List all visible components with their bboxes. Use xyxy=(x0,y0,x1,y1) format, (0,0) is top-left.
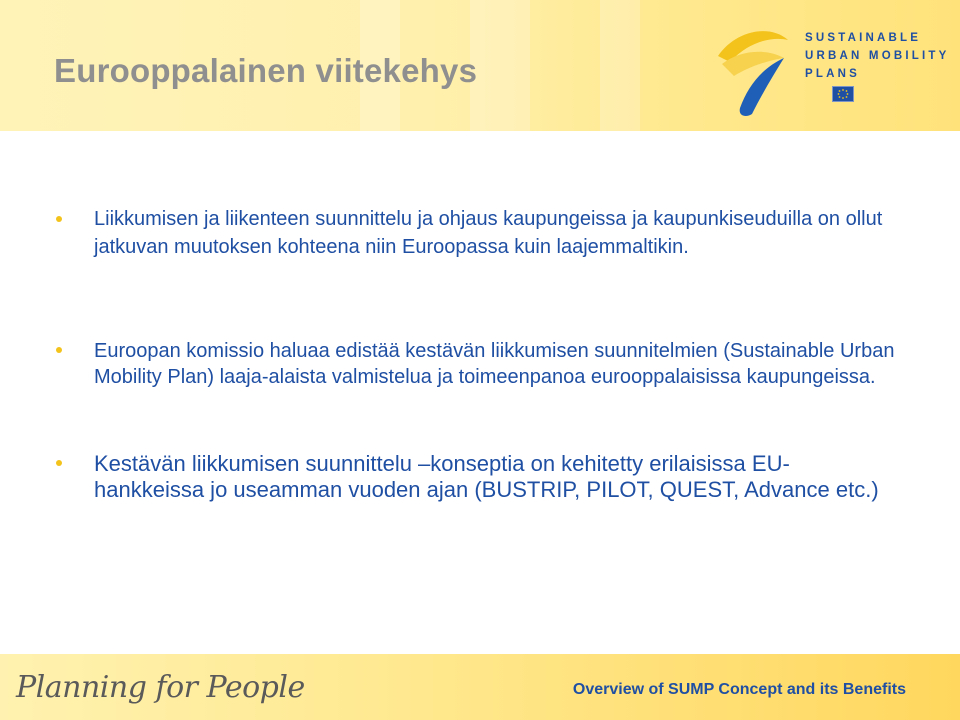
header-stripe xyxy=(470,0,530,131)
bullet-dot-icon xyxy=(56,347,62,353)
footer-slogan: Planning for People xyxy=(16,670,305,705)
page-title: Eurooppalainen viitekehys xyxy=(54,52,478,89)
footer-band xyxy=(0,654,960,720)
logo-text-line: SUSTAINABLE xyxy=(805,32,922,44)
footer-caption: Overview of SUMP Concept and its Benefits xyxy=(572,681,906,698)
bullet-text: Kestävän liikkumisen suunnittelu –konseptia on kehitetty erilaisissa EU- hankkeissa jo useamman vuoden ajan (BUSTRIP, PILOT, QUEST, Advance etc.) xyxy=(94,451,879,502)
eu-flag-icon xyxy=(832,86,854,102)
logo-text-line: PLANS xyxy=(805,68,860,80)
header-stripe xyxy=(600,0,640,131)
header-band xyxy=(0,0,960,131)
bullet-text: Liikkumisen ja liikenteen suunnittelu ja ohjaus kaupungeissa ja kaupunkiseuduilla on ollut jatkuvan muutoksen kohteena niin Euroopassa kuin laajemmaltikin. xyxy=(94,208,883,258)
bullet-dot-icon xyxy=(56,216,62,222)
bullet-dot-icon xyxy=(56,460,62,466)
sump-logo-swoosh-icon xyxy=(700,10,950,122)
bullet-text: Euroopan komissio haluaa edistää kestävän liikkumisen suunnitelmien (Sustainable Urban Mobility Plan) laaja-alaista valmistelua ja toimeenpanoa eurooppalaisissa kaupungeissa. xyxy=(94,340,895,388)
logo-text-line: URBAN MOBILITY xyxy=(805,50,950,62)
